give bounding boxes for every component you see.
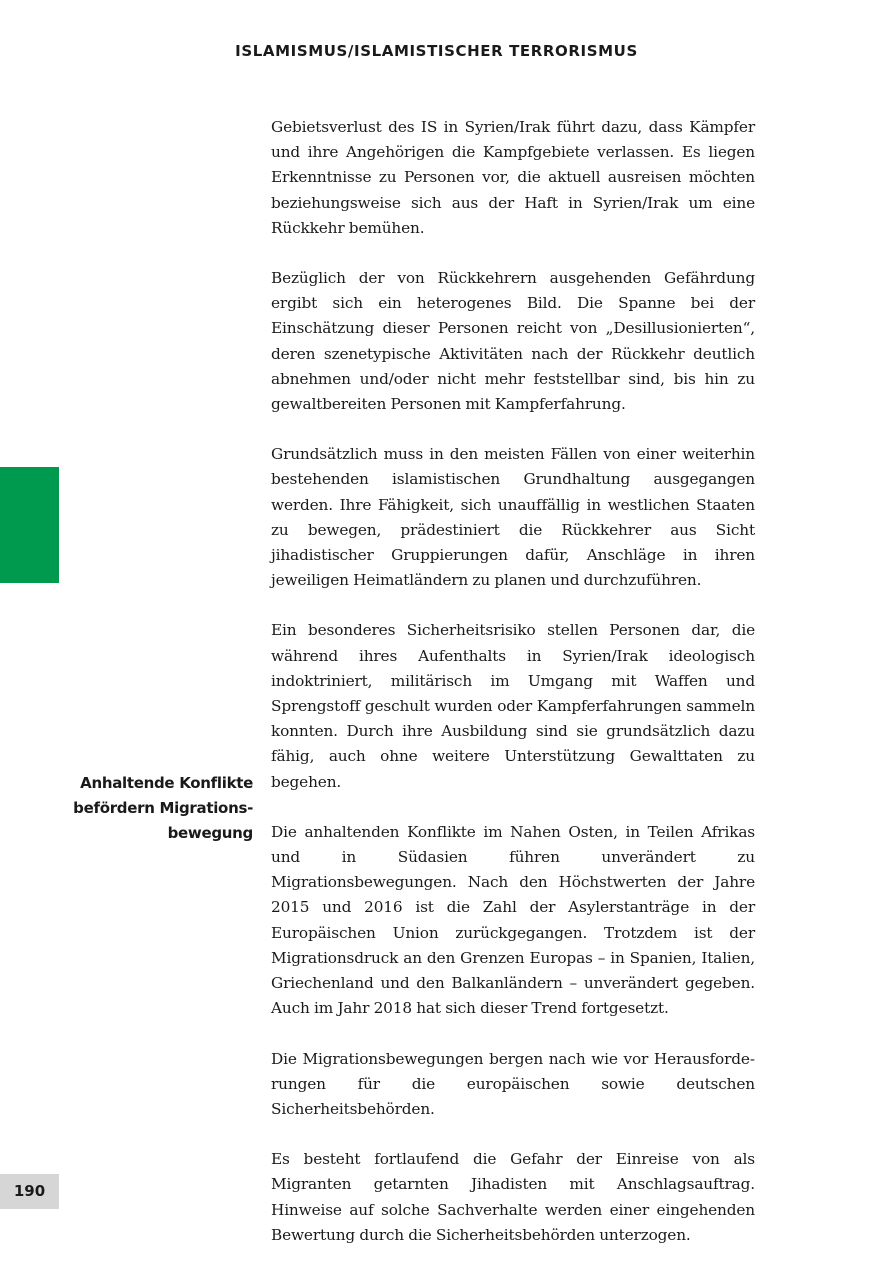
paragraph: Ein besonderes Sicherheitsrisiko stellen Personen dar, die während ihres Aufenthalts in Syrien/Irak ideologisch indoktriniert, militärisch im Umgang mit Waffen und Sprengstoff geschult wurden oder Kampferfahrungen sammeln konnten. Durch ihre Ausbildung sind sie grundsätzlich dazu fähig, auch ohne weitere Unterstützung Gewalttaten zu begehen. <box>271 621 755 791</box>
paragraph: Es besteht fortlaufend die Gefahr der Einreise von als Migranten getarnten Jihadisten mit Anschlagsauftrag. Hinweise auf solche Sachverhalte werden einer eingehenden Bewertung durch die Sicherheitsbehörden unterzogen. <box>271 1150 755 1244</box>
chapter-color-tab <box>0 467 59 583</box>
paragraph: Bezüglich der von Rückkehrern ausgehenden Gefährdung ergibt sich ein heterogenes Bild. Die Spanne bei der Einschätzung dieser Personen reicht von „Desillusionierten“, deren szenetypische Aktivitäten nach der Rückkehr deutlich abnehmen und/oder nicht mehr feststellbar sind, bis hin zu gewaltbereiten Personen mit Kampferfahrung. <box>271 269 755 414</box>
side-heading-line: bewegung <box>167 824 253 843</box>
body-text-column <box>271 115 755 1273</box>
paragraph: Gebietsverlust des IS in Syrien/Irak führt dazu, dass Kämpfer und ihre Angehörigen die Kampfgebiete verlassen. Es liegen Erkenntnisse zu Personen vor, die aktuell ausreisen möchten beziehungsweise sich aus der Haft in Syrien/Irak um eine Rückkehr bemühen. <box>271 118 755 237</box>
side-heading-line: befördern Migrations- <box>73 799 253 818</box>
paragraph: Grundsätzlich muss in den meisten Fällen von einer weiterhin bestehenden islamistischen Grundhaltung ausgegangen werden. Ihre Fähigkeit, sich unauffällig in westlichen Staaten zu bewegen, prädestiniert die Rückkehrer aus Sicht jihadistischer Gruppierungen dafür, Anschläge in ihren jeweiligen Heimatländern zu planen und durchzuführen. <box>271 445 755 590</box>
page-number: 190 <box>0 1174 59 1209</box>
side-heading-line: Anhaltende Konflikte <box>80 774 253 792</box>
running-header: ISLAMISMUS/ISLAMISTISCHER TERRORISMUS <box>235 42 638 60</box>
paragraph: Die anhaltenden Konflikte im Nahen Osten, in Teilen Afrikas und in Südasien führen unverändert zu Migrationsbewegungen. Nach den Höchstwerten der Jahre 2015 und 2016 ist die Zahl der Asylerstanträge in der Europäischen Union zurückgegangen. Trotzdem ist der Migrationsdruck an den Grenzen Europas – in Spanien, Italien, Griechenland und den Balkanländern – unverändert gegeben. Auch im Jahr 2018 hat sich dieser Trend fortgesetzt. <box>271 822 755 1018</box>
side-heading <box>60 771 253 847</box>
paragraph: Die Migrationsbewegungen bergen nach wie vor Herausforderungen für die europäischen sowie deutschen Sicherheitsbehörden. <box>271 1049 755 1118</box>
